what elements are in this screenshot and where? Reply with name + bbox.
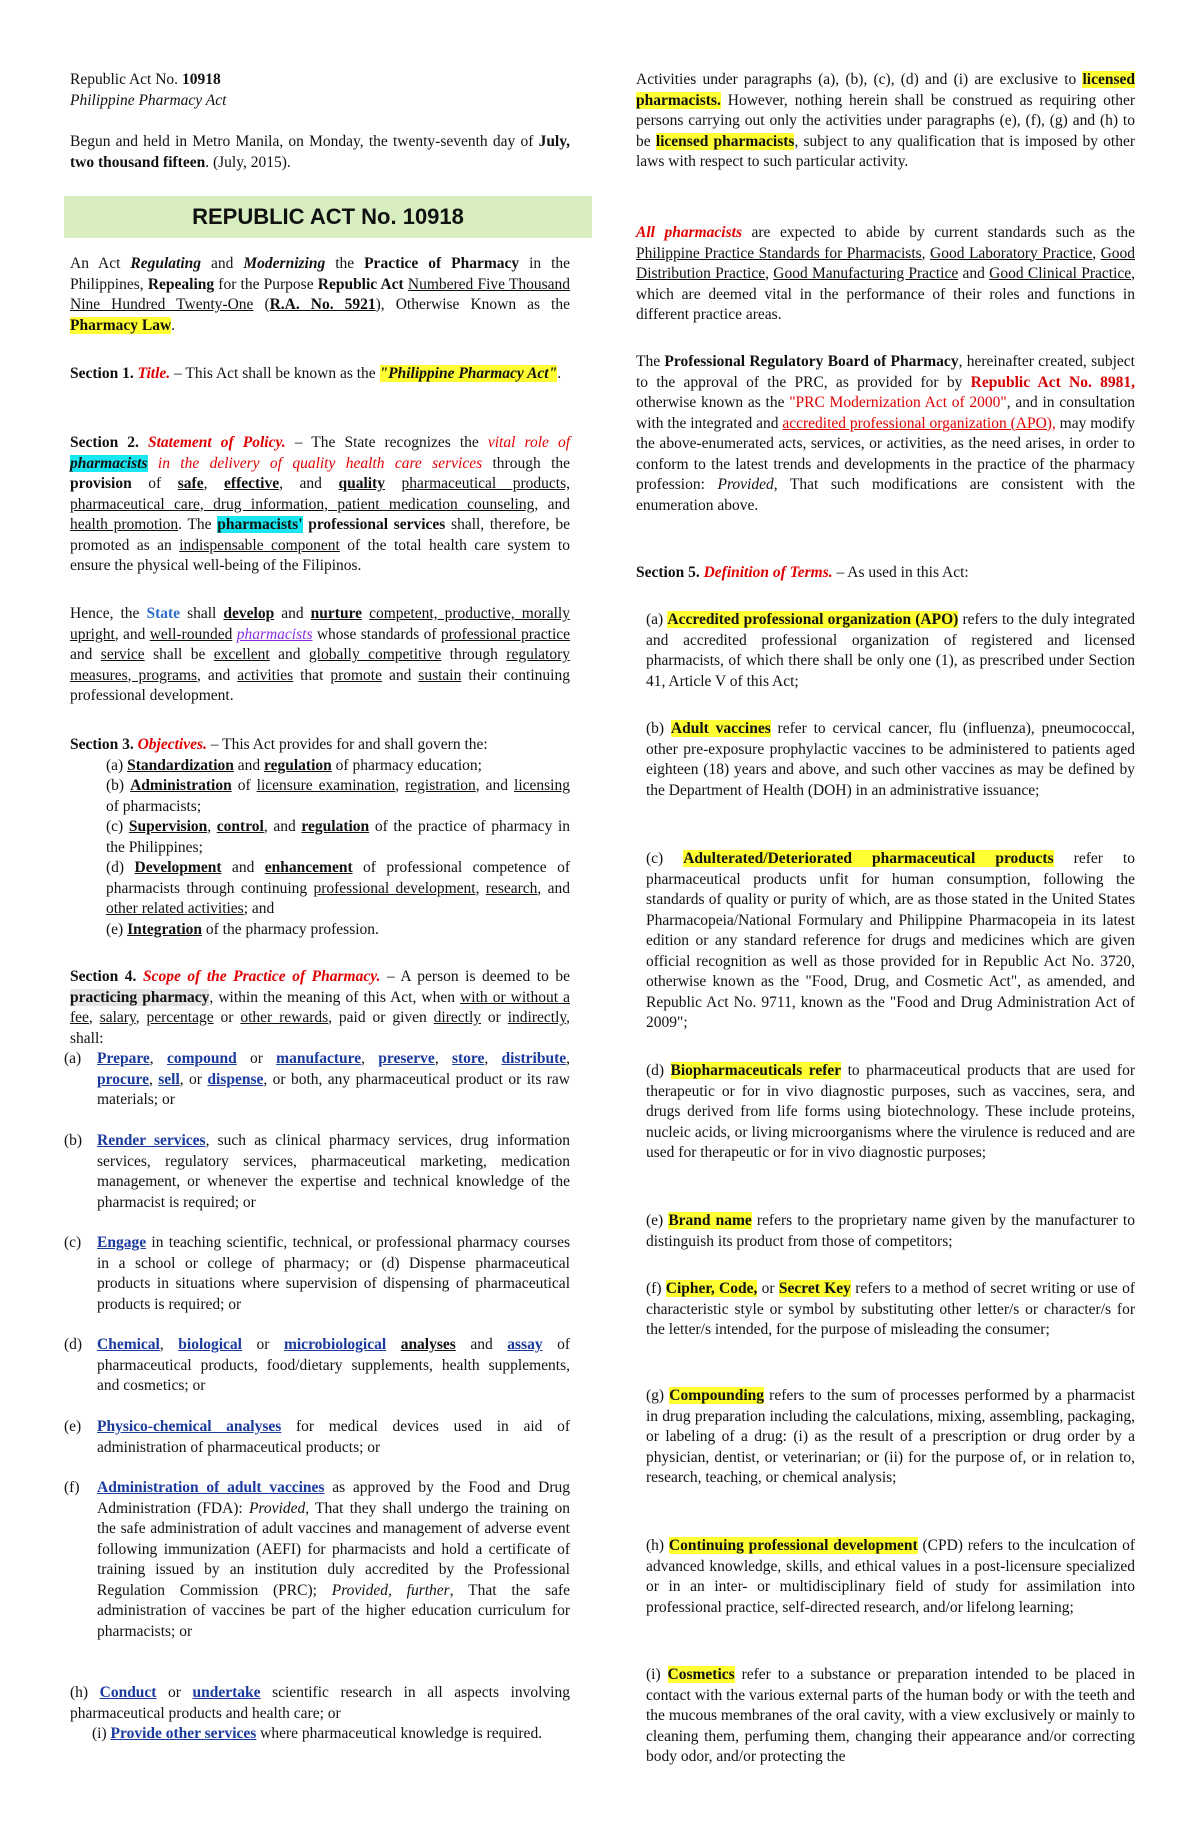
objective-b: (b) Administration of licensure examination, registration, and licensing of pharmacists; (106, 777, 570, 815)
definition-a: (a) Accredited professional organization (APO) refers to the duly integrated and accredited professional organization of registered and licensed pharmacists, of which there shall be only one (1), as prescribed under Section 41, Article V of this Act; (646, 611, 1136, 690)
definition-b: (b) Adult vaccines refer to cervical cancer, flu (influenza), pneumococcal, other pre-exposure prophylactic vaccines to be administered to patients aged eighteen (18) years and above, and such other vaccines as may be defined by the Department of Health (DOH) in an administrative issuance; (646, 720, 1136, 799)
act-title-banner (64, 196, 592, 238)
objective-e: (e) Integration of the pharmacy profession. (106, 920, 379, 938)
section-3 (70, 735, 570, 940)
scope-f: (f) Administration of adult vaccines as approved by the Food and Drug Administration (FDA): Provided, That they shall undergo the training on the safe administration of adult vaccines and management of adverse event following immunization (AEFI) for pharmacists and hold a certificate of training issued by an institution duly accredited by the Professional Regulation Commission (PRC); Provided, further, That the safe administration of vaccines be part of the higher education curriculum for pharmacists; or (64, 1479, 571, 1640)
section-3-intro: Section 3. Objectives. – This Act provides for and shall govern the: (70, 736, 488, 753)
scope-a: (a) Prepare, compound or manufacture, preserve, store, distribute, procure, sell, or dispense, or both, any pharmaceutical product or its raw materials; or (64, 1050, 570, 1108)
act-preamble: An Act Regulating and Modernizing the Practice of Pharmacy in the Philippines, Repealing for the Purpose Republic Act Numbered Five Thousand Nine Hundred Twenty-One (R.A. No. 5921), Otherwise Known as the Pharmacy Law. (70, 255, 571, 334)
definition-g: (g) Compounding refers to the sum of processes performed by a pharmacist in drug preparation including the calculations, mixing, assembling, packaging, or labeling of a drug: (i) as the result of a prescription or drug order by a physician, dentist, or veterinarian; or (ii) for the purpose of, or in relation to, research, teaching, or chemical analysis; (646, 1387, 1135, 1486)
hence-paragraph: Hence, the State shall develop and nurture competent, productive, morally upright, and well-rounded pharmacists whose standards of professional practice and service shall be excellent and globally competitive through regulatory measures, programs, and activities that promote and sustain their continuing professional development. (70, 605, 571, 704)
objective-d: (d) Development and enhancement of professional competence of pharmacists through continuing professional development, research, and other related activities; and (106, 859, 571, 917)
section-5: Section 5. Definition of Terms. – As used in this Act: (636, 564, 969, 581)
section-2: Section 2. Statement of Policy. – The State recognizes the vital role of pharmacists in the delivery of quality health care services through the provision of safe, effective, and quality pharmaceutical products, pharmaceutical care, drug information, patient medication counseling, and health promotion. The pharmacists' professional services shall, therefore, be promoted as an indispensable component of the total health care system to ensure the physical well-being of the Filipinos. (70, 434, 571, 574)
section-1: Section 1. Title. – This Act shall be known as the "Philippine Pharmacy Act". (70, 365, 562, 382)
all-pharmacists: All pharmacists are expected to abide by current standards such as the Philippine Practice Standards for Pharmacists, Good Laboratory Practice, Good Distribution Practice, Good Manufacturing Practice and Good Clinical Practice, which are deemed vital in the performance of their roles and functions in different practice areas. (636, 224, 1136, 323)
exclusive-activities: Activities under paragraphs (a), (b), (c), (d) and (i) are exclusive to licensed pharmacists. However, nothing herein shall be construed as requiring other persons carrying out only the activities under paragraphs (e), (f), (g) and (h) to be licensed pharmacists, subject to any qualification that is imposed by other laws with respect to such particular activity. (636, 71, 1135, 170)
scope-c: (c) Engage in teaching scientific, technical, or professional pharmacy courses in a school or college of pharmacy; or (d) Dispense pharmaceutical products in situations where supervision of dispensing of pharmaceutical products is required; or (64, 1234, 570, 1313)
definition-d: (d) Biopharmaceuticals refer to pharmaceutical products that are used for therapeutic or for in vivo diagnostic purposes, such as vaccines, sera, and drugs derived from life forms using biotechnology. These include proteins, nucleic acids, or living microorganisms where the virulence is reduced and are used for therapeutic or for in vivo diagnostic purposes; (646, 1062, 1135, 1161)
begun-statement: Begun and held in Metro Manila, on Monday, the twenty-seventh day of July, two thousand fifteen. (July, 2015). (70, 133, 571, 171)
objective-c: (c) Supervision, control, and regulation of the practice of pharmacy in the Philippines; (106, 818, 571, 856)
act-title: REPUBLIC ACT No. 10918 (192, 203, 464, 229)
scope-i: (i) Provide other services where pharmaceutical knowledge is required. (92, 1725, 543, 1742)
section-4: Section 4. Scope of the Practice of Pharmacy. – A person is deemed to be practicing pharmacy, within the meaning of this Act, when with or without a fee, salary, percentage or other rewards, paid or given directly or indirectly, shall: (70, 968, 571, 1047)
scope-e: (e) Physico-chemical analyses for medical devices used in aid of administration of pharmaceutical products; or (64, 1418, 570, 1456)
scope-d: (d) Chemical, biological or microbiological analyses and assay of pharmaceutical products, food/dietary supplements, health supplements, and cosmetics; or (64, 1336, 571, 1394)
scope-b: (b) Render services, such as clinical pharmacy services, drug information services, regulatory services, pharmaceutical marketing, medication management, or whenever the expertise and technical knowledge of the pharmacist is required; or (64, 1132, 570, 1211)
definition-f: (f) Cipher, Code, or Secret Key refers to a method of secret writing or use of characteristic style or symbol by substituting other letter/s or character/s for the letter/s intended, for the purpose of misleading the consumer; (646, 1280, 1135, 1338)
definition-e: (e) Brand name refers to the proprietary name given by the manufacturer to distinguish its product from those of competitors; (646, 1212, 1135, 1250)
act-subtitle: Philippine Pharmacy Act (70, 92, 227, 109)
objective-a: (a) Standardization and regulation of pharmacy education; (106, 756, 482, 774)
definition-i: (i) Cosmetics refer to a substance or preparation intended to be placed in contact with the various external parts of the human body or with the teeth and the mucous membranes of the oral cavity, with a view exclusively or mainly to cleaning them, perfuming them, changing their appearance and/or correcting body odor, and/or protecting the (646, 1666, 1135, 1765)
scope-h: (h) Conduct or undertake scientific research in all aspects involving pharmaceutical products and health care; or (70, 1684, 570, 1722)
definition-h: (h) Continuing professional development (CPD) refers to the inculcation of advanced knowledge, skills, and ethical values in a post-licensure specialized or in an inter- or multidisciplinary field of study for assimilation into professional practice, self-directed research, and/or lifelong learning; (646, 1537, 1135, 1616)
act-number: Republic Act No. 10918 (70, 71, 221, 88)
board-paragraph: The Professional Regulatory Board of Pharmacy, hereinafter created, subject to the approval of the PRC, as provided for by Republic Act No. 8981, otherwise known as the "PRC Modernization Act of 2000", and in consultation with the integrated and accredited professional organization (APO), may modify the above-enumerated acts, services, or activities, as the need arises, in order to conform to the latest trends and developments in the practice of the pharmacy profession: Provided, That such modifications are consistent with the enumeration above. (636, 353, 1136, 514)
definition-c: (c) Adulterated/Deteriorated pharmaceutical products refer to pharmaceutical products unfit for human consumption, following the standards of quality or purity of which, are as those stated in the United States Pharmacopeia/National Formulary and Philippine Pharmacopeia in its latest edition or any standard reference for drugs and medicines which are given official recognition as well as those provided for in Republic Act No. 3720, otherwise known as the "Food, Drug, and Cosmetic Act", as amended, and Republic Act No. 9711, known as the "Food and Drug Administration Act of 2009"; (646, 850, 1135, 1031)
